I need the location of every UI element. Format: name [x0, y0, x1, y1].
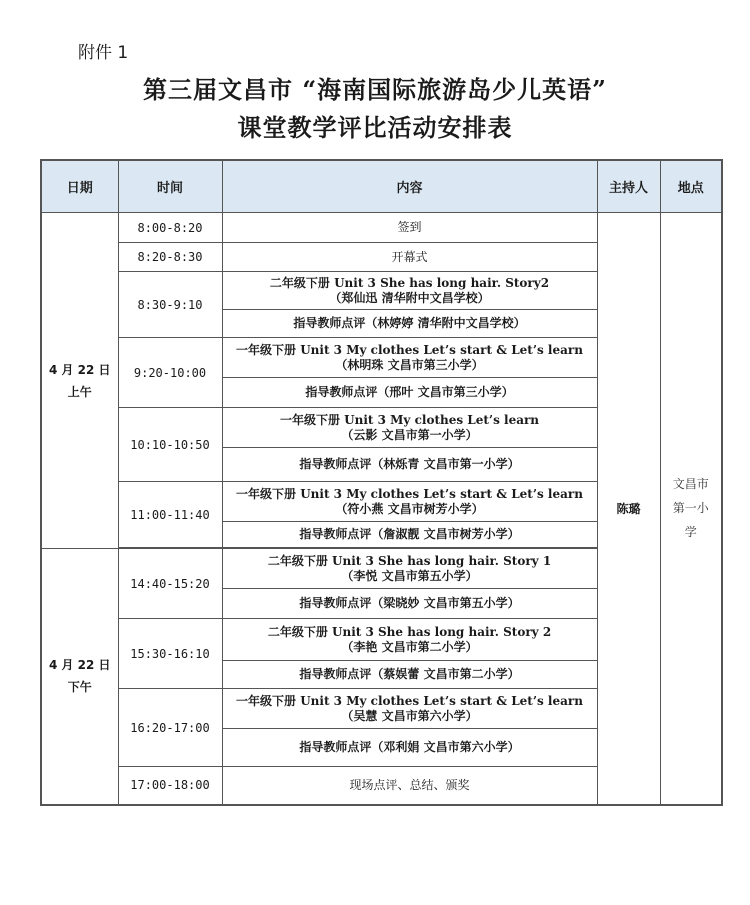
header-host: 主持人	[597, 160, 660, 213]
venue-text: 文昌市	[672, 477, 709, 492]
time-cell: 8:00-8:20	[118, 213, 222, 243]
date-cell-morning	[41, 213, 118, 549]
time-cell: 17:00-18:00	[118, 767, 222, 805]
lesson-cell	[222, 338, 597, 378]
venue-cell	[660, 213, 722, 805]
review-cell: 指导教师点评（邓利娟 文昌市第六小学）	[222, 729, 597, 767]
lesson-teacher: （符小燕 文昌市树芳小学）	[335, 501, 484, 516]
lesson-title: 二年级下册 Unit 3 She has long hair. Story2	[269, 275, 550, 290]
header-venue: 地点	[660, 160, 722, 213]
lesson-cell	[222, 272, 597, 310]
lesson-title: 一年级下册 Unit 3 My clothes Let’s start & Let’s learn	[236, 342, 583, 357]
venue-text: 第一小	[672, 501, 709, 516]
date-cell-afternoon	[41, 549, 118, 805]
lesson-title: 一年级下册 Unit 3 My clothes Let’s learn	[279, 412, 540, 427]
lesson-teacher: （云影 文昌市第一小学）	[341, 427, 478, 442]
header-date: 日期	[41, 160, 118, 213]
lesson-cell	[222, 408, 597, 448]
lesson-teacher: （林明珠 文昌市第三小学）	[335, 357, 484, 372]
document-title: 第三届文昌市 “海南国际旅游岛少儿英语”	[143, 75, 607, 104]
review-cell: 指导教师点评（林烁青 文昌市第一小学）	[222, 448, 597, 482]
time-cell: 10:10-10:50	[118, 408, 222, 482]
time-cell: 9:20-10:00	[118, 338, 222, 408]
review-cell: 指导教师点评（邢叶 文昌市第三小学）	[222, 378, 597, 408]
time-cell: 11:00-11:40	[118, 482, 222, 548]
period-text: 上午	[67, 384, 92, 399]
header-time: 时间	[118, 160, 222, 213]
lesson-cell	[222, 619, 597, 661]
lesson-title: 二年级下册 Unit 3 She has long hair. Story 1	[267, 553, 552, 568]
schedule-table	[40, 159, 723, 806]
attachment-label: 附件 1	[78, 43, 129, 63]
lesson-title: 一年级下册 Unit 3 My clothes Let’s start & Let’s learn	[236, 693, 583, 708]
header-row	[41, 160, 722, 213]
period-text: 下午	[67, 680, 92, 695]
date-text: 4 月 22 日	[48, 658, 111, 673]
lesson-cell	[222, 482, 597, 522]
review-cell: 指导教师点评（梁晓妙 文昌市第五小学）	[222, 589, 597, 619]
venue-text: 学	[684, 525, 697, 540]
time-cell: 15:30-16:10	[118, 619, 222, 689]
document-subtitle: 课堂教学评比活动安排表	[237, 113, 513, 142]
lesson-teacher: （郑仙迅 清华附中文昌学校）	[329, 290, 490, 305]
time-cell: 16:20-17:00	[118, 689, 222, 767]
content-cell: 开幕式	[222, 243, 597, 272]
content-cell: 现场点评、总结、颁奖	[222, 767, 597, 805]
content-cell: 签到	[222, 213, 597, 243]
lesson-teacher: （李悦 文昌市第五小学）	[341, 568, 478, 583]
time-cell: 8:30-9:10	[118, 272, 222, 338]
header-content: 内容	[222, 160, 597, 213]
time-cell: 8:20-8:30	[118, 243, 222, 272]
date-text: 4 月 22 日	[48, 362, 111, 377]
lesson-cell	[222, 549, 597, 589]
lesson-teacher: （李艳 文昌市第二小学）	[341, 639, 478, 654]
lesson-cell	[222, 689, 597, 729]
lesson-title: 一年级下册 Unit 3 My clothes Let’s start & Let’s learn	[236, 486, 583, 501]
host-cell: 陈璐	[597, 213, 660, 805]
time-cell: 14:40-15:20	[118, 549, 222, 619]
table-row	[41, 213, 722, 243]
review-cell: 指导教师点评（詹淑靓 文昌市树芳小学）	[222, 522, 597, 548]
review-cell: 指导教师点评（蔡娱蕾 文昌市第二小学）	[222, 661, 597, 689]
lesson-title: 二年级下册 Unit 3 She has long hair. Story 2	[267, 624, 552, 639]
review-cell: 指导教师点评（林婷婷 清华附中文昌学校）	[222, 310, 597, 338]
lesson-teacher: （吴慧 文昌市第六小学）	[341, 708, 478, 723]
